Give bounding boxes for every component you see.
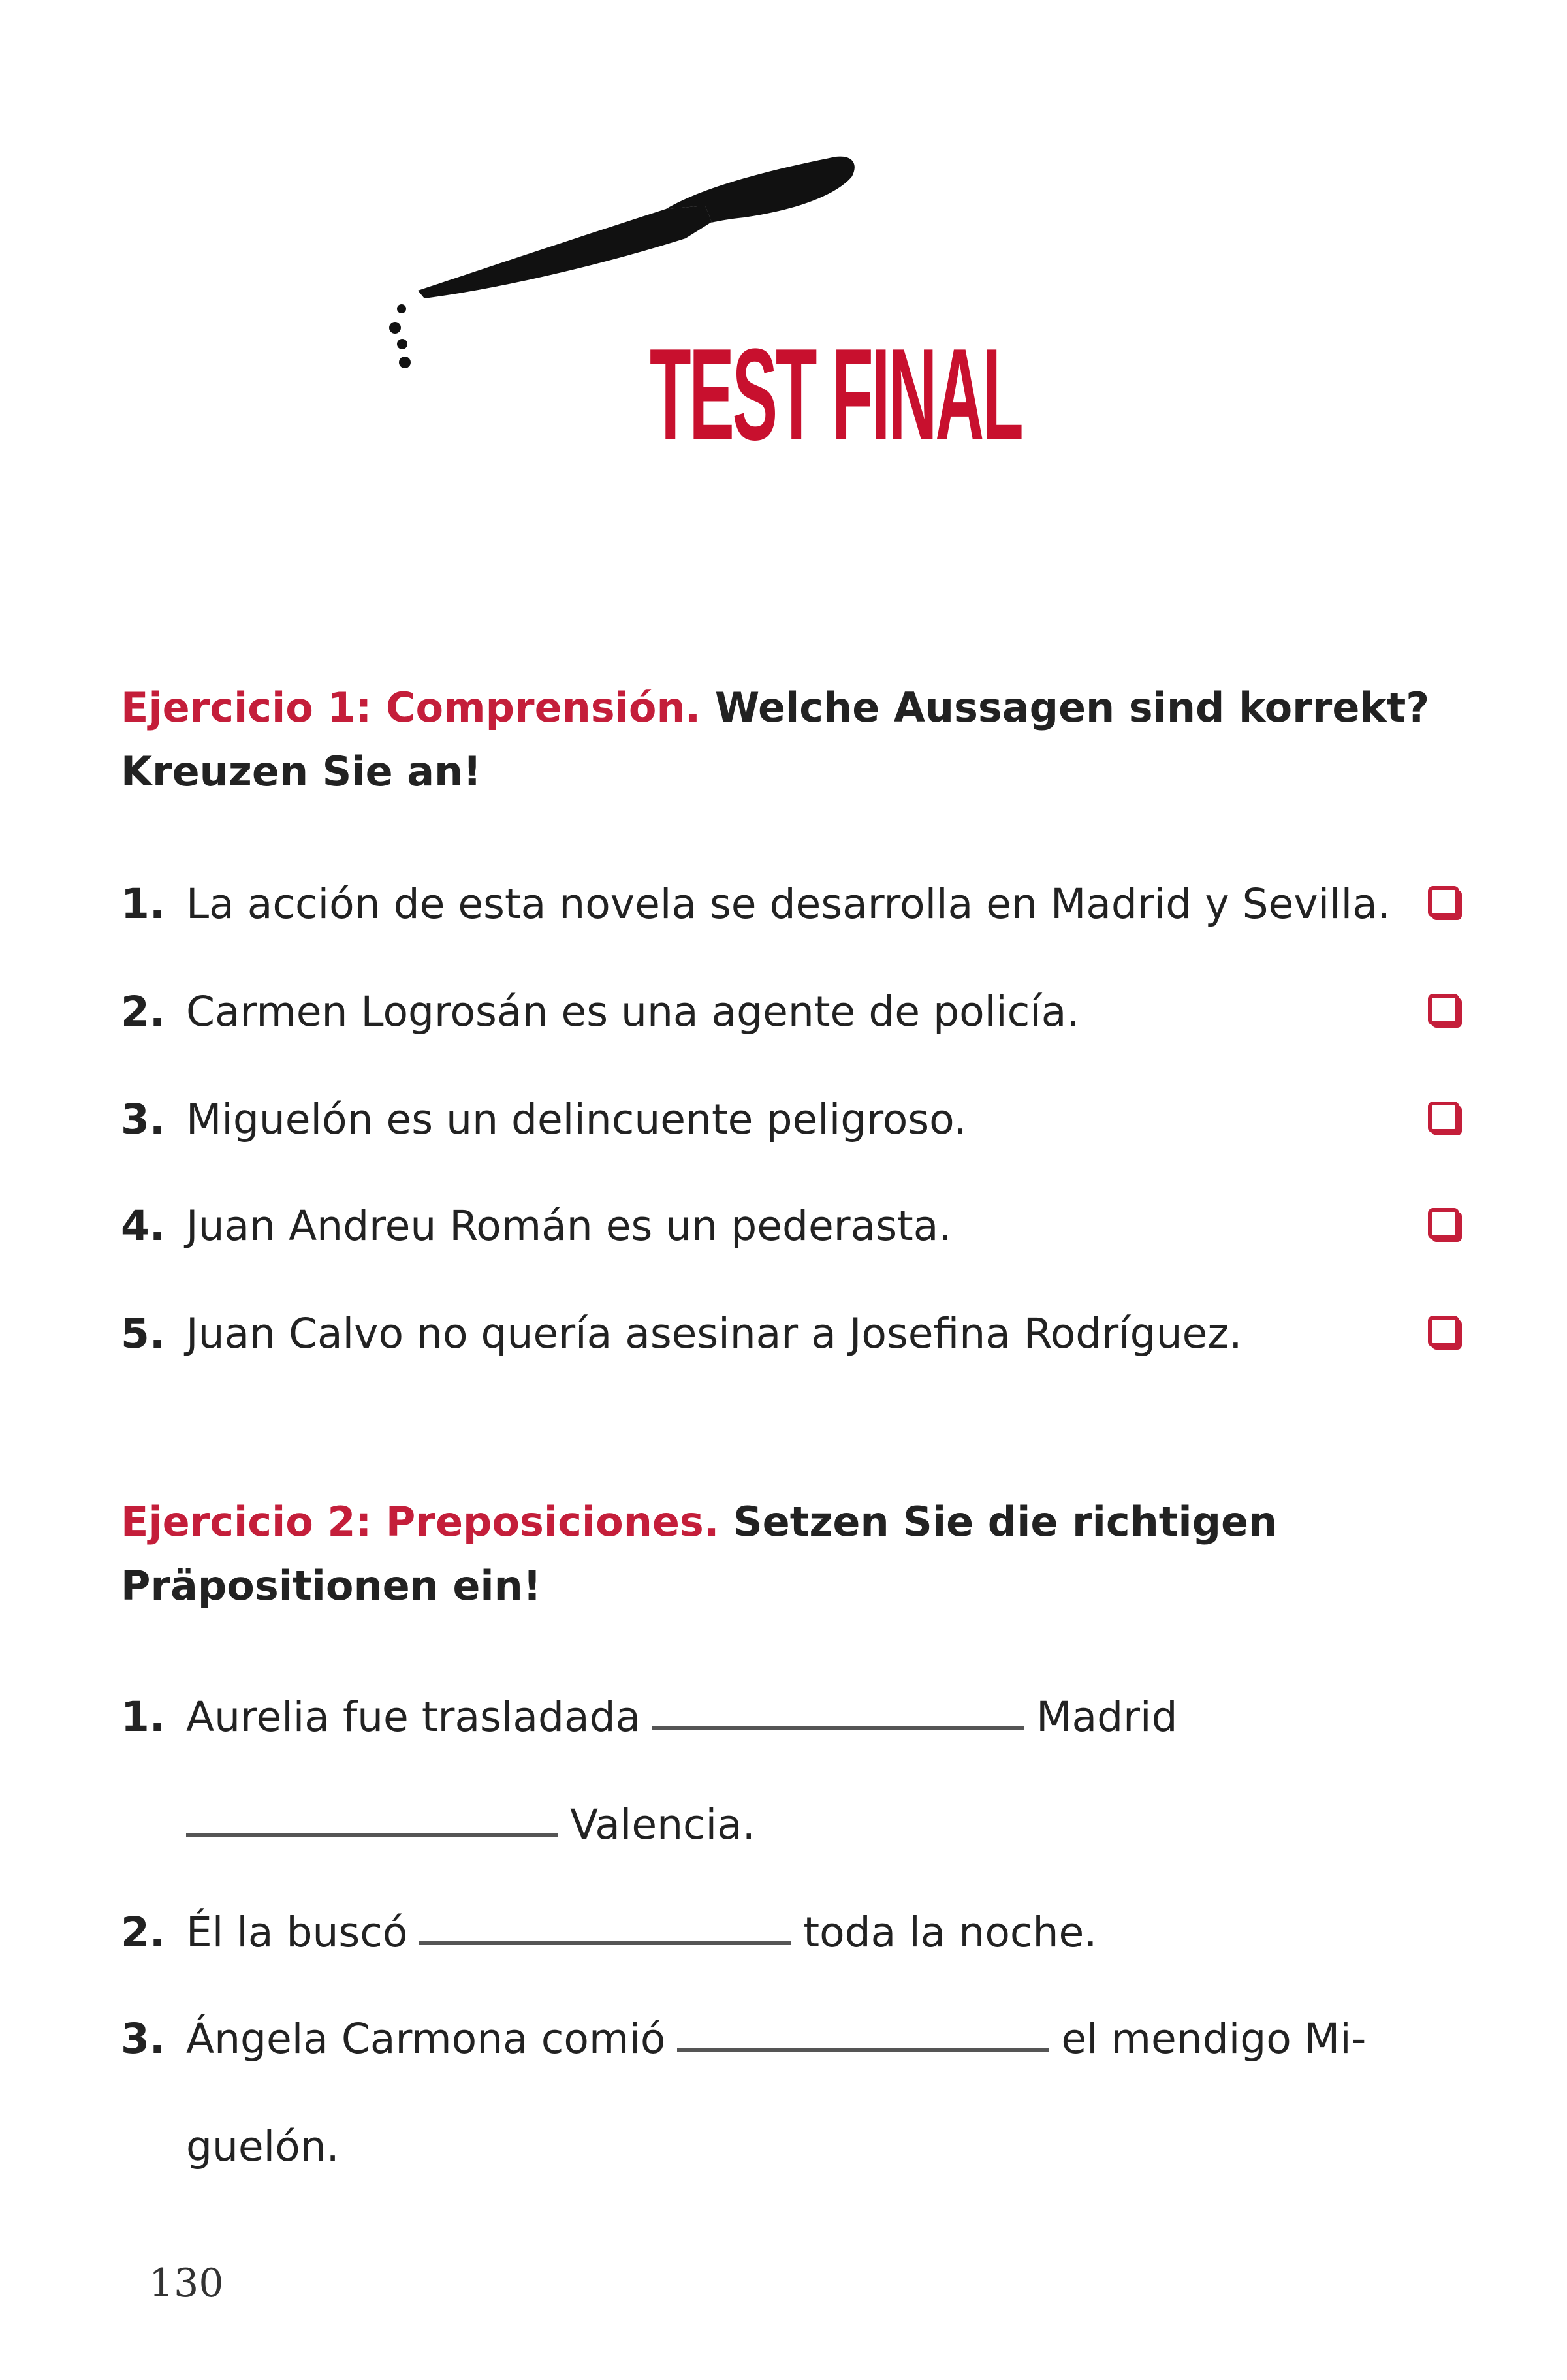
sentence-end: toda la noche.: [803, 1909, 1098, 1956]
item-text: Juan Calvo no quería asesinar a Josefina Rodríguez.: [186, 1310, 1243, 1357]
sentence-start: Él la buscó: [186, 1909, 408, 1956]
blank-line[interactable]: [419, 1941, 791, 1945]
item-text: [186, 1685, 1178, 1750]
exercise-2-heading: [121, 1490, 1446, 1618]
exercise-1-item-4: [121, 1194, 1459, 1259]
exercise-2-item-3-continuation: [186, 2114, 340, 2180]
answer-checkbox[interactable]: [1428, 1208, 1459, 1239]
item-text: Miguelón es un delincuente peligroso.: [186, 1096, 967, 1143]
exercise-2-item-1-continuation: [186, 1792, 755, 1858]
sentence-end: Madrid: [1036, 1693, 1178, 1741]
item-number: 1.: [121, 880, 165, 928]
exercise-2-item-3: [121, 2007, 1459, 2072]
item-number: 5.: [121, 1310, 165, 1357]
sentence-end: el mendigo Mi-: [1061, 2015, 1367, 2063]
item-number: 3.: [121, 1096, 165, 1143]
answer-checkbox[interactable]: [1428, 1316, 1459, 1347]
exercise-2-item-1: [121, 1685, 1459, 1750]
exercise-2-item-2: [121, 1900, 1459, 1965]
exercise-2-instruction: Setzen Sie die richtigen Präpositionen ein!: [121, 1498, 1278, 1610]
blank-line[interactable]: [186, 1833, 558, 1837]
exercise-1-item-3: [121, 1087, 1459, 1152]
item-number: 1.: [121, 1693, 165, 1741]
item-number: 2.: [121, 1909, 165, 1956]
item-number: 2.: [121, 988, 165, 1036]
exercise-1-heading: [121, 676, 1446, 804]
item-text: [186, 1900, 1097, 1965]
answer-checkbox[interactable]: [1428, 994, 1459, 1025]
item-text: Juan Andreu Román es un pederasta.: [186, 1202, 952, 1250]
item-number: 3.: [121, 2015, 165, 2063]
item-number: 4.: [121, 1202, 165, 1250]
exercise-1-instruction: Welche Aussagen sind korrekt? Kreuzen Sie an!: [121, 684, 1430, 795]
sentence-continuation: guelón.: [186, 2123, 340, 2170]
sentence-start: Aurelia fue trasladada: [186, 1693, 641, 1741]
item-text: [186, 2007, 1366, 2072]
exercise-1-item-1: [121, 872, 1459, 937]
answer-checkbox[interactable]: [1428, 1102, 1459, 1133]
answer-checkbox[interactable]: [1428, 886, 1459, 917]
blank-line[interactable]: [677, 2048, 1049, 2052]
item-text: Carmen Logrosán es una agente de policía.: [186, 988, 1080, 1036]
sentence-start: Ángela Carmona comió: [186, 2015, 666, 2063]
item-text: La acción de esta novela se desarrolla en Madrid y Sevilla.: [186, 880, 1391, 928]
exercise-1-label: Ejercicio 1: Comprensión.: [121, 684, 701, 731]
exercise-1-item-2: [121, 979, 1459, 1045]
blank-line[interactable]: [652, 1726, 1024, 1730]
exercise-2-label: Ejercicio 2: Preposiciones.: [121, 1498, 720, 1546]
page-title: TEST FINAL: [650, 322, 1022, 468]
page-number: 130: [149, 2261, 224, 2306]
exercise-1-item-5: [121, 1301, 1459, 1367]
sentence-end: Valencia.: [570, 1801, 755, 1848]
